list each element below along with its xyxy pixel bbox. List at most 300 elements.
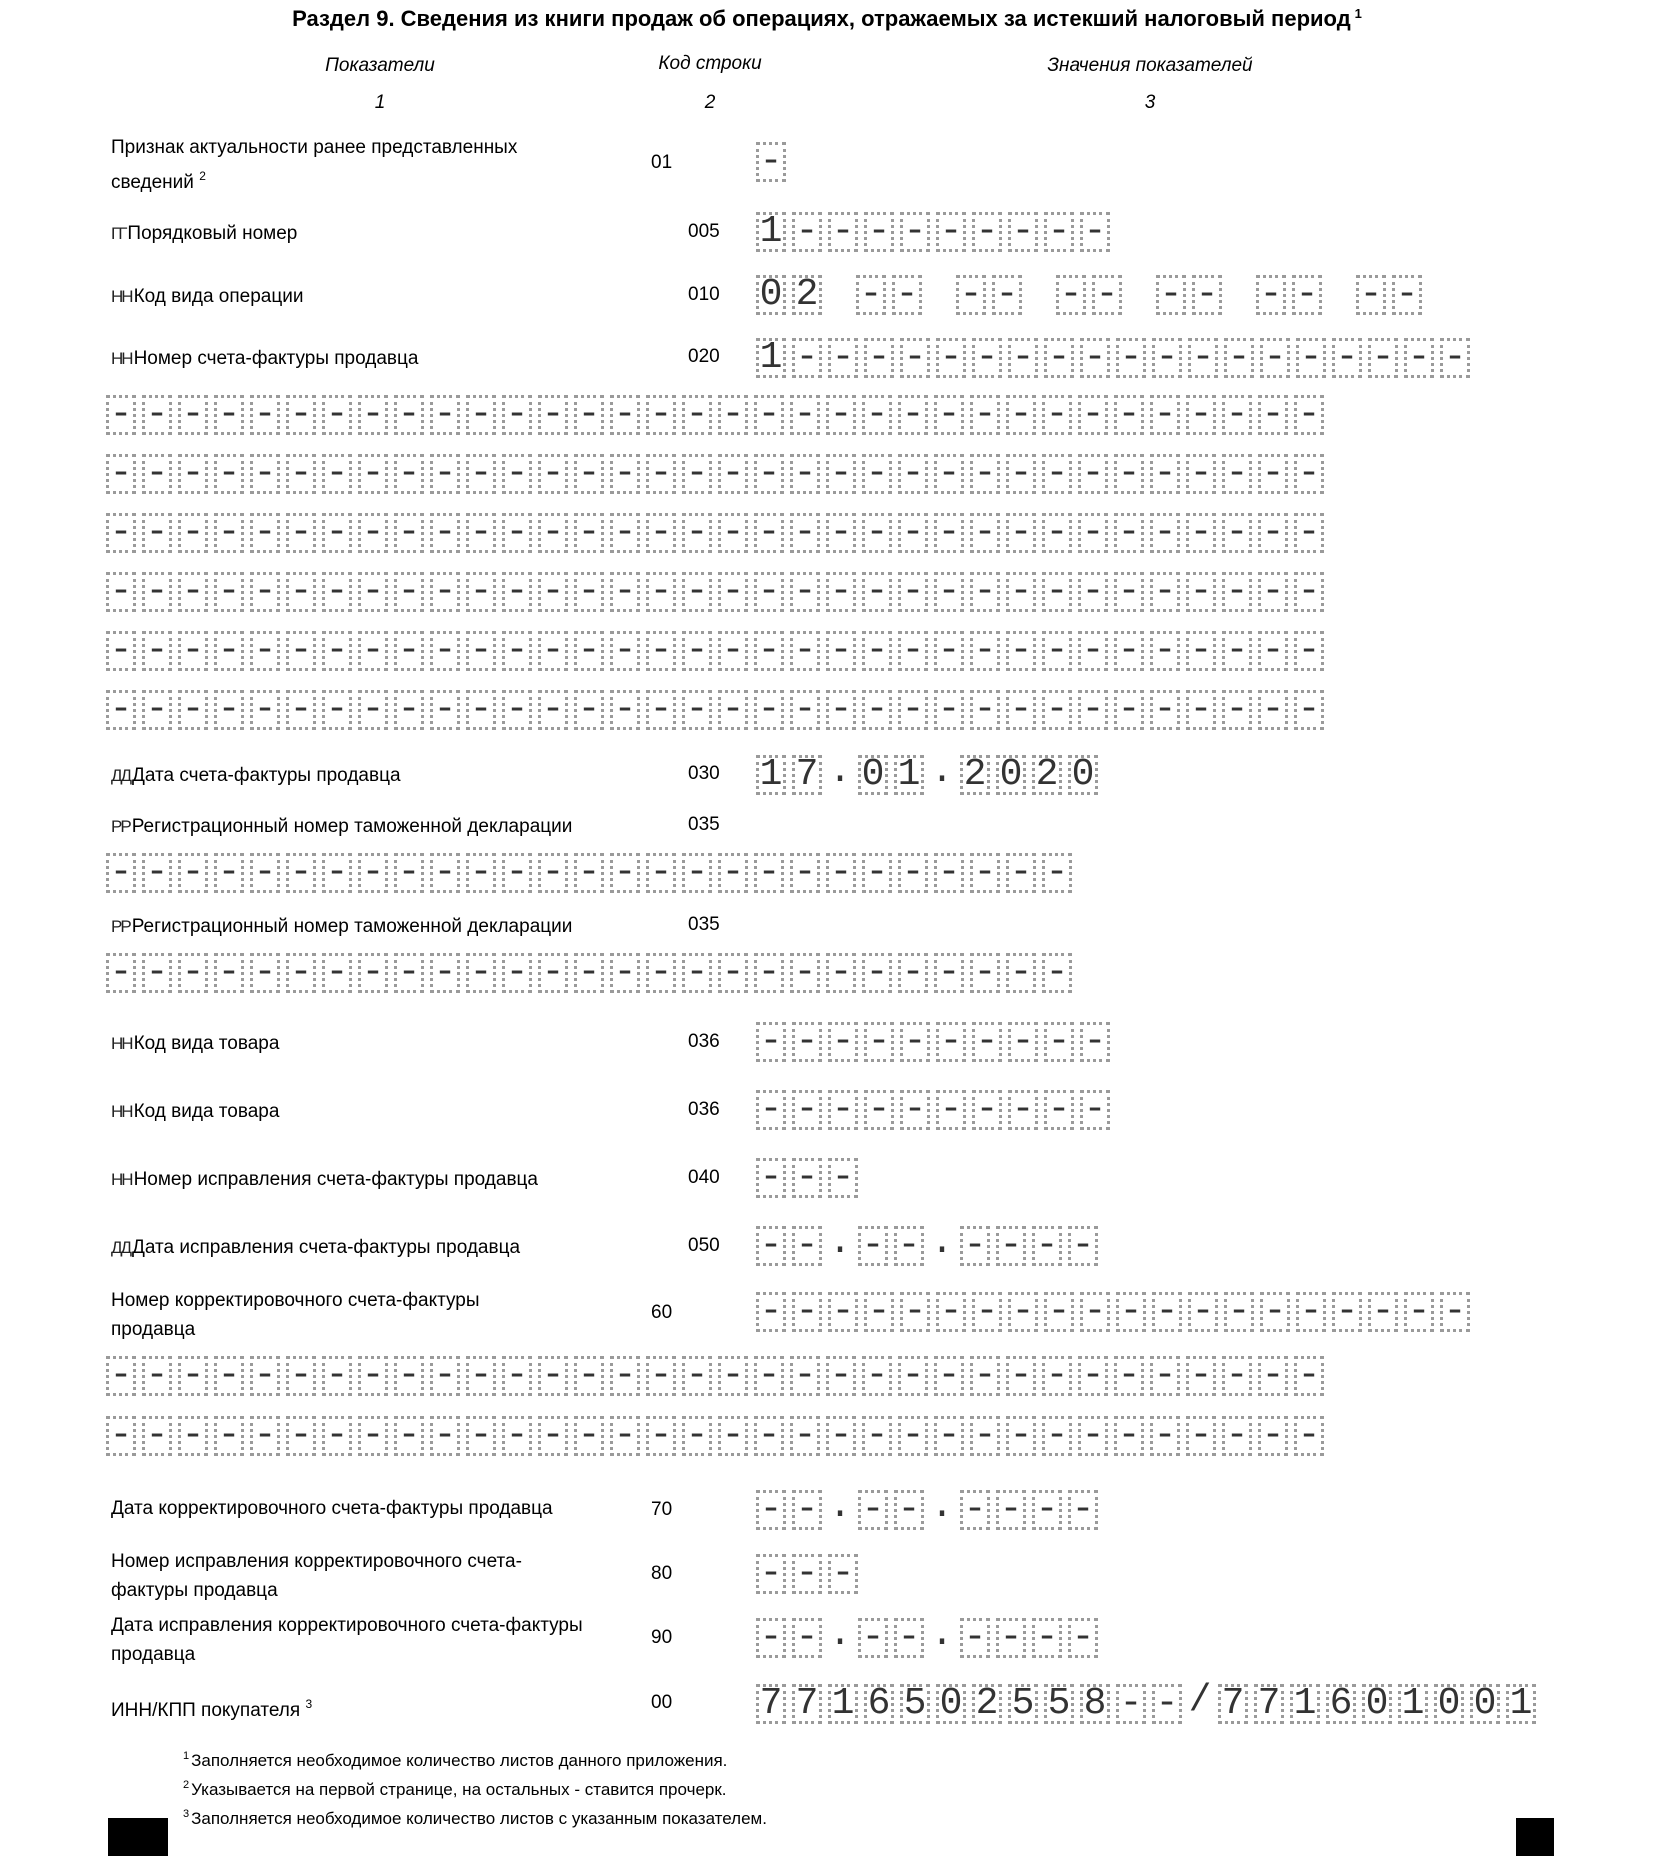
- char-cell[interactable]: -: [1042, 853, 1072, 893]
- char-cell[interactable]: 0: [1068, 755, 1098, 795]
- char-cell[interactable]: 2: [1032, 755, 1062, 795]
- char-cell[interactable]: -: [826, 953, 856, 993]
- char-cell[interactable]: -: [1294, 690, 1324, 730]
- char-cell[interactable]: -: [538, 1416, 568, 1456]
- char-cell[interactable]: -: [214, 1416, 244, 1456]
- char-cell[interactable]: -: [996, 1490, 1026, 1530]
- char-cell[interactable]: -: [862, 395, 892, 435]
- char-cell[interactable]: -: [466, 395, 496, 435]
- char-cell[interactable]: -: [754, 953, 784, 993]
- char-cell[interactable]: -: [286, 1356, 316, 1396]
- char-cell[interactable]: -: [754, 513, 784, 553]
- char-cell[interactable]: -: [718, 572, 748, 612]
- char-cell[interactable]: -: [862, 513, 892, 553]
- char-cell[interactable]: -: [1260, 338, 1290, 378]
- char-cell[interactable]: -: [1150, 631, 1180, 671]
- char-cell[interactable]: -: [718, 395, 748, 435]
- char-cell[interactable]: -: [970, 953, 1000, 993]
- char-cell[interactable]: -: [826, 853, 856, 893]
- goods-type-code-input[interactable]: [756, 1090, 1110, 1130]
- char-cell[interactable]: -: [178, 513, 208, 553]
- char-cell[interactable]: -: [1078, 690, 1108, 730]
- char-cell[interactable]: -: [718, 513, 748, 553]
- char-cell[interactable]: -: [250, 853, 280, 893]
- char-cell[interactable]: -: [646, 395, 676, 435]
- char-cell[interactable]: -: [934, 1416, 964, 1456]
- char-cell[interactable]: 1: [1398, 1684, 1428, 1724]
- char-cell[interactable]: -: [754, 631, 784, 671]
- char-cell[interactable]: -: [970, 395, 1000, 435]
- char-cell[interactable]: -: [142, 631, 172, 671]
- char-cell[interactable]: -: [322, 1416, 352, 1456]
- char-cell[interactable]: -: [502, 690, 532, 730]
- char-cell[interactable]: -: [1256, 275, 1286, 315]
- char-cell[interactable]: -: [538, 572, 568, 612]
- char-cell[interactable]: -: [1068, 1490, 1098, 1530]
- char-cell[interactable]: -: [430, 1356, 460, 1396]
- char-cell[interactable]: -: [106, 1416, 136, 1456]
- char-cell[interactable]: -: [1006, 395, 1036, 435]
- char-cell[interactable]: -: [960, 1226, 990, 1266]
- char-cell[interactable]: -: [1294, 513, 1324, 553]
- char-cell[interactable]: -: [430, 1416, 460, 1456]
- char-cell[interactable]: -: [322, 454, 352, 494]
- char-cell[interactable]: -: [792, 1022, 822, 1062]
- char-cell[interactable]: -: [286, 513, 316, 553]
- char-cell[interactable]: -: [1258, 513, 1288, 553]
- char-cell[interactable]: -: [574, 1416, 604, 1456]
- char-cell[interactable]: -: [646, 1356, 676, 1396]
- char-cell[interactable]: -: [894, 1490, 924, 1530]
- char-cell[interactable]: -: [250, 513, 280, 553]
- char-cell[interactable]: -: [682, 513, 712, 553]
- char-cell[interactable]: -: [1258, 395, 1288, 435]
- char-cell[interactable]: -: [358, 690, 388, 730]
- char-cell[interactable]: -: [970, 631, 1000, 671]
- char-cell[interactable]: 0: [1470, 1684, 1500, 1724]
- char-cell[interactable]: -: [1258, 1356, 1288, 1396]
- char-cell[interactable]: -: [250, 572, 280, 612]
- char-cell[interactable]: -: [718, 1416, 748, 1456]
- char-cell[interactable]: -: [1008, 1292, 1038, 1332]
- char-cell[interactable]: -: [970, 572, 1000, 612]
- char-cell[interactable]: 1: [828, 1684, 858, 1724]
- char-cell[interactable]: -: [1296, 338, 1326, 378]
- char-cell[interactable]: -: [1078, 572, 1108, 612]
- char-cell[interactable]: -: [1186, 1356, 1216, 1396]
- char-cell[interactable]: -: [1292, 275, 1322, 315]
- char-cell[interactable]: -: [826, 1356, 856, 1396]
- char-cell[interactable]: -: [1258, 572, 1288, 612]
- char-cell[interactable]: -: [1156, 275, 1186, 315]
- char-cell[interactable]: -: [1368, 338, 1398, 378]
- char-cell[interactable]: -: [322, 690, 352, 730]
- char-cell[interactable]: -: [322, 513, 352, 553]
- char-cell[interactable]: 7: [1254, 1684, 1284, 1724]
- char-cell[interactable]: -: [538, 1356, 568, 1396]
- char-cell[interactable]: -: [1078, 1416, 1108, 1456]
- char-cell[interactable]: -: [790, 513, 820, 553]
- char-cell[interactable]: -: [826, 513, 856, 553]
- char-cell[interactable]: -: [358, 631, 388, 671]
- char-cell[interactable]: 0: [996, 755, 1026, 795]
- char-cell[interactable]: -: [1186, 395, 1216, 435]
- char-cell[interactable]: -: [790, 690, 820, 730]
- char-cell[interactable]: -: [358, 1416, 388, 1456]
- char-cell[interactable]: -: [1042, 953, 1072, 993]
- char-cell[interactable]: -: [1006, 953, 1036, 993]
- char-cell[interactable]: -: [900, 1022, 930, 1062]
- char-cell[interactable]: -: [1150, 454, 1180, 494]
- char-cell[interactable]: -: [1006, 513, 1036, 553]
- goods-type-code-input[interactable]: [756, 1022, 1110, 1062]
- char-cell[interactable]: -: [1440, 338, 1470, 378]
- char-cell[interactable]: -: [1044, 212, 1074, 252]
- char-cell[interactable]: -: [646, 631, 676, 671]
- char-cell[interactable]: -: [646, 953, 676, 993]
- char-cell[interactable]: -: [1222, 1356, 1252, 1396]
- char-cell[interactable]: -: [142, 953, 172, 993]
- char-cell[interactable]: -: [792, 1618, 822, 1658]
- char-cell[interactable]: 5: [900, 1684, 930, 1724]
- char-cell[interactable]: -: [756, 1292, 786, 1332]
- char-cell[interactable]: -: [894, 1618, 924, 1658]
- char-cell[interactable]: -: [862, 953, 892, 993]
- char-cell[interactable]: -: [898, 572, 928, 612]
- char-cell[interactable]: 6: [1326, 1684, 1356, 1724]
- char-cell[interactable]: -: [992, 275, 1022, 315]
- char-cell[interactable]: -: [286, 853, 316, 893]
- adjustment-invoice-correction-number-input[interactable]: [756, 1554, 858, 1594]
- char-cell[interactable]: -: [898, 1356, 928, 1396]
- char-cell[interactable]: -: [214, 631, 244, 671]
- char-cell[interactable]: 7: [792, 755, 822, 795]
- char-cell[interactable]: -: [610, 853, 640, 893]
- char-cell[interactable]: -: [1356, 275, 1386, 315]
- char-cell[interactable]: -: [1258, 690, 1288, 730]
- char-cell[interactable]: -: [394, 853, 424, 893]
- char-cell[interactable]: -: [142, 853, 172, 893]
- char-cell[interactable]: -: [828, 1158, 858, 1198]
- char-cell[interactable]: -: [826, 572, 856, 612]
- char-cell[interactable]: -: [466, 631, 496, 671]
- char-cell[interactable]: -: [394, 395, 424, 435]
- char-cell[interactable]: -: [1042, 572, 1072, 612]
- char-cell[interactable]: -: [790, 395, 820, 435]
- char-cell[interactable]: -: [502, 572, 532, 612]
- invoice-correction-date-input[interactable]: [756, 1221, 1098, 1267]
- char-cell[interactable]: 7: [756, 1684, 786, 1724]
- char-cell[interactable]: -: [358, 1356, 388, 1396]
- char-cell[interactable]: -: [900, 212, 930, 252]
- char-cell[interactable]: -: [214, 853, 244, 893]
- char-cell[interactable]: -: [142, 395, 172, 435]
- char-cell[interactable]: -: [1080, 338, 1110, 378]
- char-cell[interactable]: -: [972, 1292, 1002, 1332]
- char-cell[interactable]: -: [858, 1618, 888, 1658]
- char-cell[interactable]: -: [1006, 631, 1036, 671]
- char-cell[interactable]: -: [1332, 1292, 1362, 1332]
- char-cell[interactable]: -: [862, 572, 892, 612]
- char-cell[interactable]: -: [214, 690, 244, 730]
- char-cell[interactable]: -: [754, 853, 784, 893]
- char-cell[interactable]: -: [826, 631, 856, 671]
- char-cell[interactable]: -: [1222, 513, 1252, 553]
- char-cell[interactable]: -: [1294, 572, 1324, 612]
- char-cell[interactable]: -: [936, 212, 966, 252]
- char-cell[interactable]: -: [394, 1356, 424, 1396]
- char-cell[interactable]: -: [1032, 1226, 1062, 1266]
- char-cell[interactable]: -: [1006, 1356, 1036, 1396]
- char-cell[interactable]: -: [934, 690, 964, 730]
- char-cell[interactable]: -: [574, 454, 604, 494]
- char-cell[interactable]: -: [900, 1292, 930, 1332]
- char-cell[interactable]: -: [1114, 454, 1144, 494]
- char-cell[interactable]: -: [1294, 395, 1324, 435]
- adjustment-invoice-date-input[interactable]: [756, 1485, 1098, 1531]
- seller-invoice-date-input[interactable]: [756, 750, 1098, 796]
- char-cell[interactable]: -: [718, 953, 748, 993]
- char-cell[interactable]: -: [538, 513, 568, 553]
- char-cell[interactable]: -: [502, 454, 532, 494]
- char-cell[interactable]: -: [936, 1292, 966, 1332]
- char-cell[interactable]: -: [960, 1490, 990, 1530]
- char-cell[interactable]: -: [574, 690, 604, 730]
- char-cell[interactable]: -: [322, 572, 352, 612]
- char-cell[interactable]: -: [178, 572, 208, 612]
- char-cell[interactable]: -: [646, 572, 676, 612]
- char-cell[interactable]: -: [1294, 1416, 1324, 1456]
- char-cell[interactable]: -: [1092, 275, 1122, 315]
- char-cell[interactable]: 1: [1506, 1684, 1536, 1724]
- char-cell[interactable]: -: [178, 953, 208, 993]
- char-cell[interactable]: -: [792, 212, 822, 252]
- char-cell[interactable]: -: [1008, 338, 1038, 378]
- char-cell[interactable]: -: [864, 338, 894, 378]
- char-cell[interactable]: -: [828, 1022, 858, 1062]
- char-cell[interactable]: -: [898, 953, 928, 993]
- char-cell[interactable]: -: [862, 690, 892, 730]
- char-cell[interactable]: -: [754, 690, 784, 730]
- char-cell[interactable]: -: [1006, 454, 1036, 494]
- char-cell[interactable]: -: [792, 1158, 822, 1198]
- char-cell[interactable]: -: [970, 1416, 1000, 1456]
- char-cell[interactable]: -: [1032, 1490, 1062, 1530]
- char-cell[interactable]: -: [322, 631, 352, 671]
- char-cell[interactable]: -: [1078, 1356, 1108, 1396]
- char-cell[interactable]: -: [1008, 1090, 1038, 1130]
- char-cell[interactable]: -: [1042, 454, 1072, 494]
- char-cell[interactable]: -: [862, 454, 892, 494]
- char-cell[interactable]: -: [864, 1022, 894, 1062]
- char-cell[interactable]: -: [502, 631, 532, 671]
- char-cell[interactable]: -: [864, 212, 894, 252]
- char-cell[interactable]: -: [322, 853, 352, 893]
- char-cell[interactable]: -: [430, 454, 460, 494]
- char-cell[interactable]: -: [466, 513, 496, 553]
- char-cell[interactable]: -: [828, 212, 858, 252]
- char-cell[interactable]: -: [250, 631, 280, 671]
- char-cell[interactable]: -: [790, 454, 820, 494]
- char-cell[interactable]: -: [106, 631, 136, 671]
- char-cell[interactable]: 1: [756, 212, 786, 252]
- char-cell[interactable]: -: [898, 395, 928, 435]
- char-cell[interactable]: -: [858, 1226, 888, 1266]
- char-cell[interactable]: -: [864, 1090, 894, 1130]
- char-cell[interactable]: -: [286, 572, 316, 612]
- char-cell[interactable]: -: [682, 395, 712, 435]
- char-cell[interactable]: -: [1222, 395, 1252, 435]
- char-cell[interactable]: -: [970, 1356, 1000, 1396]
- char-cell[interactable]: -: [790, 631, 820, 671]
- char-cell[interactable]: -: [250, 1356, 280, 1396]
- char-cell[interactable]: -: [1044, 1090, 1074, 1130]
- char-cell[interactable]: -: [960, 1618, 990, 1658]
- char-cell[interactable]: -: [610, 631, 640, 671]
- char-cell[interactable]: -: [610, 690, 640, 730]
- char-cell[interactable]: -: [1042, 395, 1072, 435]
- char-cell[interactable]: -: [1332, 338, 1362, 378]
- char-cell[interactable]: -: [142, 1356, 172, 1396]
- char-cell[interactable]: -: [1150, 395, 1180, 435]
- char-cell[interactable]: 6: [864, 1684, 894, 1724]
- char-cell[interactable]: -: [106, 454, 136, 494]
- char-cell[interactable]: -: [250, 1416, 280, 1456]
- char-cell[interactable]: 1: [756, 338, 786, 378]
- char-cell[interactable]: -: [538, 454, 568, 494]
- char-cell[interactable]: -: [1186, 690, 1216, 730]
- char-cell[interactable]: -: [1114, 1356, 1144, 1396]
- char-cell[interactable]: 1: [756, 755, 786, 795]
- char-cell[interactable]: -: [430, 853, 460, 893]
- char-cell[interactable]: -: [466, 853, 496, 893]
- char-cell[interactable]: -: [1404, 338, 1434, 378]
- char-cell[interactable]: -: [286, 631, 316, 671]
- char-cell[interactable]: -: [466, 690, 496, 730]
- char-cell[interactable]: -: [106, 1356, 136, 1396]
- char-cell[interactable]: -: [178, 690, 208, 730]
- char-cell[interactable]: -: [358, 953, 388, 993]
- char-cell[interactable]: -: [1440, 1292, 1470, 1332]
- char-cell[interactable]: -: [646, 853, 676, 893]
- char-cell[interactable]: -: [898, 690, 928, 730]
- char-cell[interactable]: -: [394, 572, 424, 612]
- char-cell[interactable]: -: [1042, 1416, 1072, 1456]
- char-cell[interactable]: -: [502, 1416, 532, 1456]
- char-cell[interactable]: -: [898, 853, 928, 893]
- char-cell[interactable]: -: [756, 1022, 786, 1062]
- char-cell[interactable]: -: [790, 1356, 820, 1396]
- char-cell[interactable]: -: [178, 395, 208, 435]
- char-cell[interactable]: -: [790, 572, 820, 612]
- char-cell[interactable]: -: [1116, 1292, 1146, 1332]
- char-cell[interactable]: -: [718, 1356, 748, 1396]
- customs-declaration-number-input[interactable]: [106, 953, 1072, 993]
- char-cell[interactable]: 7: [1218, 1684, 1248, 1724]
- char-cell[interactable]: -: [106, 572, 136, 612]
- char-cell[interactable]: 1: [894, 755, 924, 795]
- char-cell[interactable]: -: [538, 395, 568, 435]
- char-cell[interactable]: -: [898, 631, 928, 671]
- char-cell[interactable]: -: [1392, 275, 1422, 315]
- char-cell[interactable]: -: [718, 690, 748, 730]
- char-cell[interactable]: -: [106, 513, 136, 553]
- char-cell[interactable]: 0: [858, 755, 888, 795]
- char-cell[interactable]: -: [142, 454, 172, 494]
- char-cell[interactable]: -: [682, 690, 712, 730]
- char-cell[interactable]: -: [106, 953, 136, 993]
- char-cell[interactable]: -: [466, 572, 496, 612]
- char-cell[interactable]: -: [754, 395, 784, 435]
- char-cell[interactable]: -: [792, 1292, 822, 1332]
- customs-declaration-number-input[interactable]: [106, 853, 1072, 893]
- char-cell[interactable]: -: [538, 953, 568, 993]
- char-cell[interactable]: -: [394, 690, 424, 730]
- char-cell[interactable]: -: [142, 513, 172, 553]
- char-cell[interactable]: -: [1152, 338, 1182, 378]
- char-cell[interactable]: -: [250, 395, 280, 435]
- char-cell[interactable]: -: [970, 853, 1000, 893]
- char-cell[interactable]: -: [1114, 1416, 1144, 1456]
- adjustment-invoice-number-cont[interactable]: [106, 1356, 1324, 1456]
- char-cell[interactable]: -: [858, 1490, 888, 1530]
- char-cell[interactable]: -: [1116, 1684, 1146, 1724]
- char-cell[interactable]: -: [970, 513, 1000, 553]
- char-cell[interactable]: -: [934, 513, 964, 553]
- char-cell[interactable]: -: [214, 953, 244, 993]
- char-cell[interactable]: -: [502, 1356, 532, 1396]
- char-cell[interactable]: -: [1224, 1292, 1254, 1332]
- char-cell[interactable]: 5: [1044, 1684, 1074, 1724]
- char-cell[interactable]: -: [996, 1618, 1026, 1658]
- char-cell[interactable]: -: [1186, 454, 1216, 494]
- char-cell[interactable]: -: [754, 1416, 784, 1456]
- char-cell[interactable]: -: [1006, 1416, 1036, 1456]
- char-cell[interactable]: -: [466, 1416, 496, 1456]
- char-cell[interactable]: -: [1078, 513, 1108, 553]
- char-cell[interactable]: -: [610, 454, 640, 494]
- char-cell[interactable]: 2: [960, 755, 990, 795]
- char-cell[interactable]: -: [936, 338, 966, 378]
- char-cell[interactable]: -: [106, 690, 136, 730]
- char-cell[interactable]: -: [1080, 1292, 1110, 1332]
- char-cell[interactable]: -: [1258, 1416, 1288, 1456]
- char-cell[interactable]: -: [322, 953, 352, 993]
- char-cell[interactable]: -: [322, 1356, 352, 1396]
- char-cell[interactable]: -: [1114, 513, 1144, 553]
- char-cell[interactable]: -: [1032, 1618, 1062, 1658]
- char-cell[interactable]: -: [1078, 395, 1108, 435]
- char-cell[interactable]: -: [792, 1554, 822, 1594]
- char-cell[interactable]: -: [538, 690, 568, 730]
- seller-invoice-number-cont[interactable]: [106, 395, 1324, 730]
- char-cell[interactable]: -: [1186, 513, 1216, 553]
- operation-type-code-input[interactable]: [756, 275, 1422, 315]
- char-cell[interactable]: -: [646, 690, 676, 730]
- char-cell[interactable]: -: [1044, 338, 1074, 378]
- char-cell[interactable]: -: [1188, 1292, 1218, 1332]
- char-cell[interactable]: -: [718, 853, 748, 893]
- char-cell[interactable]: -: [466, 1356, 496, 1396]
- char-cell[interactable]: -: [574, 953, 604, 993]
- serial-number-input[interactable]: [756, 212, 1116, 252]
- char-cell[interactable]: -: [682, 572, 712, 612]
- char-cell[interactable]: -: [1222, 1416, 1252, 1456]
- char-cell[interactable]: -: [610, 395, 640, 435]
- char-cell[interactable]: -: [756, 1158, 786, 1198]
- char-cell[interactable]: -: [106, 395, 136, 435]
- char-cell[interactable]: -: [1294, 454, 1324, 494]
